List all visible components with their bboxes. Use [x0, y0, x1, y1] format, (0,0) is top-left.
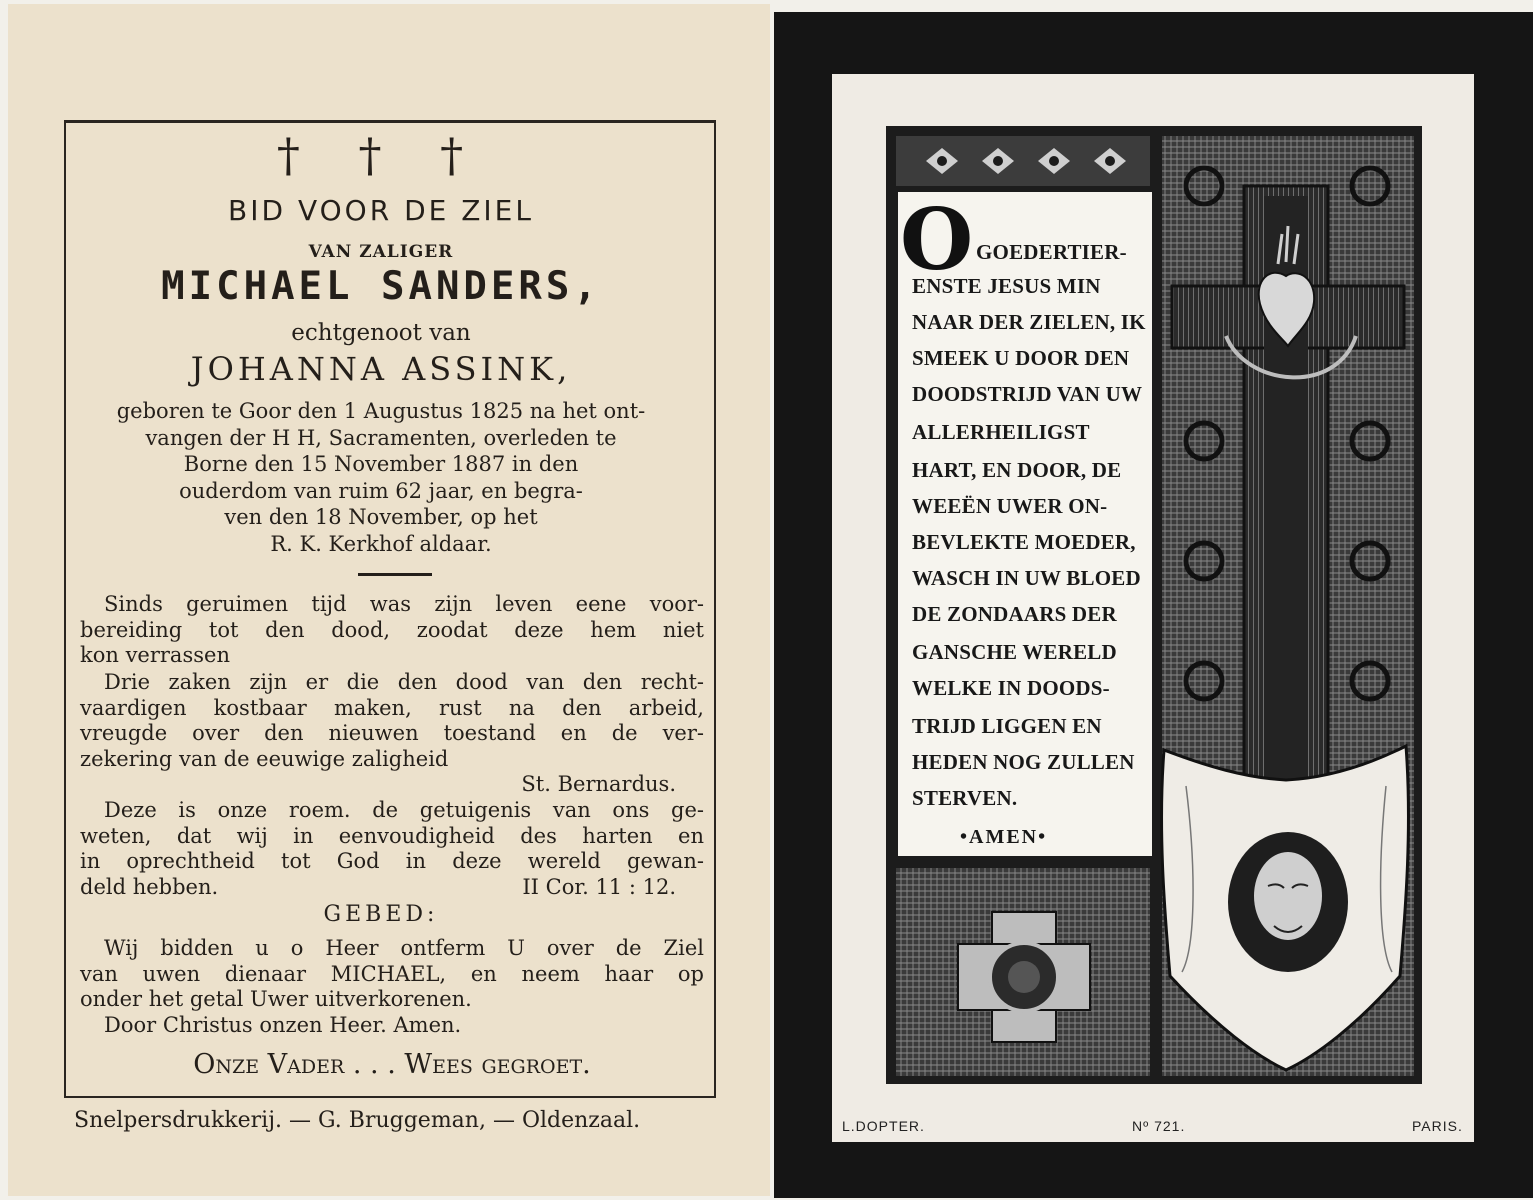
- prayer-line: SMEEK U DOOR DEN: [912, 346, 1130, 370]
- amen-text: •AMEN•: [960, 826, 1048, 848]
- p2-source: St. Bernardus.: [521, 772, 676, 796]
- drop-cap-initial: O: [900, 190, 974, 289]
- p2-line: Drie zaken zijn er die den dood van den recht-: [104, 670, 704, 694]
- p1-line: Sinds geruimen tijd was zijn leven eene voor-: [104, 592, 704, 616]
- prayer-line: HART, EN DOOR, DE: [912, 458, 1122, 482]
- van-zaliger: VAN ZALIGER: [308, 242, 454, 262]
- p3-line: in oprechtheid tot God in deze wereld gewan-: [80, 849, 704, 873]
- echtgenoot-label: echtgenoot van: [291, 320, 471, 346]
- prayer-line: BEVLEKTE MOEDER,: [912, 530, 1136, 554]
- bio-line: ouderdom van ruim 62 jaar, en begra-: [179, 478, 583, 503]
- gebed-line: onder het getal Uwer uitverkorenen.: [80, 987, 472, 1011]
- p3-line: weten, dat wij in eenvoudigheid des harten en: [80, 823, 704, 848]
- spouse-name: JOHANNA ASSINK,: [190, 350, 572, 388]
- paragraph-3: [80, 798, 704, 900]
- gebed-last-line: Door Christus onzen Heer. Amen.: [104, 1012, 462, 1037]
- bio-line: vangen der H H, Sacramenten, overleden te: [145, 425, 617, 450]
- p2-line: zekering van de eeuwige zaligheid: [80, 746, 449, 771]
- prayer-line: DOODSTRIJD VAN UW: [912, 382, 1143, 406]
- card-heading: BID VOOR DE ZIEL: [228, 194, 534, 227]
- prayer-line: ENSTE JESUS MIN: [912, 274, 1101, 298]
- bio-line: R. K. Kerkhof aldaar.: [270, 531, 492, 556]
- p2-line: vaardigen kostbaar maken, rust na den arbeid,: [80, 695, 704, 720]
- p3-last-row: [80, 875, 704, 901]
- prayer-line: WEEËN UWER ON-: [912, 494, 1108, 518]
- gebed-title: GEBED:: [323, 902, 439, 927]
- prayer-line: HEDEN NOG ZULLEN: [912, 750, 1135, 774]
- closing-prayers: Onze Vader . . . Wees gegroet.: [193, 1049, 591, 1080]
- bio-line: ven den 18 November, op het: [224, 505, 538, 529]
- gebed-line: van uwen dienaar MICHAEL, en neem haar op: [80, 961, 704, 986]
- paragraph-2: [80, 670, 704, 798]
- bio-line: geboren te Goor den 1 Augustus 1825 na het ont-: [116, 399, 646, 423]
- prayer-line: GOEDERTIER-: [976, 240, 1127, 264]
- publisher-name: L.DOPTER.: [842, 1118, 925, 1134]
- p1-line: bereiding tot den dood, zoodat deze hem niet: [80, 617, 704, 642]
- p3-last-line: deld hebben.: [80, 874, 219, 899]
- divider-rule: [358, 573, 432, 576]
- p1-line: kon verrassen: [80, 643, 230, 667]
- bio-line: Borne den 15 November 1887 in den: [183, 452, 579, 476]
- deceased-name: MICHAEL SANDERS,: [161, 264, 601, 309]
- printer-imprint: Snelpersdrukkerij. — G. Bruggeman, — Oldenzaal.: [74, 1108, 641, 1133]
- prayer-paragraph: [80, 936, 704, 1038]
- prayer-line: WELKE IN DOODS-: [912, 676, 1110, 700]
- paragraph-1: [80, 592, 704, 669]
- prayer-line: NAAR DER ZIELEN, IK: [912, 310, 1146, 334]
- prayer-line: STERVEN.: [912, 786, 1018, 810]
- p2-line: vreugde over den nieuwen toestand en de ver-: [80, 721, 704, 745]
- biography: [0, 398, 762, 557]
- prayer-line: WASCH IN UW BLOED: [912, 566, 1141, 590]
- three-crosses: † † †: [276, 128, 486, 182]
- plate-number: Nº 721.: [1132, 1118, 1186, 1134]
- p3-line: Deze is onze roem. de getuigenis van ons ge-: [104, 798, 704, 822]
- prayer-line: DE ZONDAARS DER: [912, 602, 1117, 626]
- p3-source: II Cor. 11 : 12.: [522, 874, 676, 899]
- prayer-line: GANSCHE WERELD: [912, 640, 1117, 664]
- prayer-line: ALLERHEILIGST: [912, 420, 1090, 444]
- publisher-city: PARIS.: [1412, 1118, 1463, 1134]
- gebed-line: Wij bidden u o Heer ontferm U over de Ziel: [104, 936, 704, 960]
- prayer-line: TRIJD LIGGEN EN: [912, 714, 1102, 738]
